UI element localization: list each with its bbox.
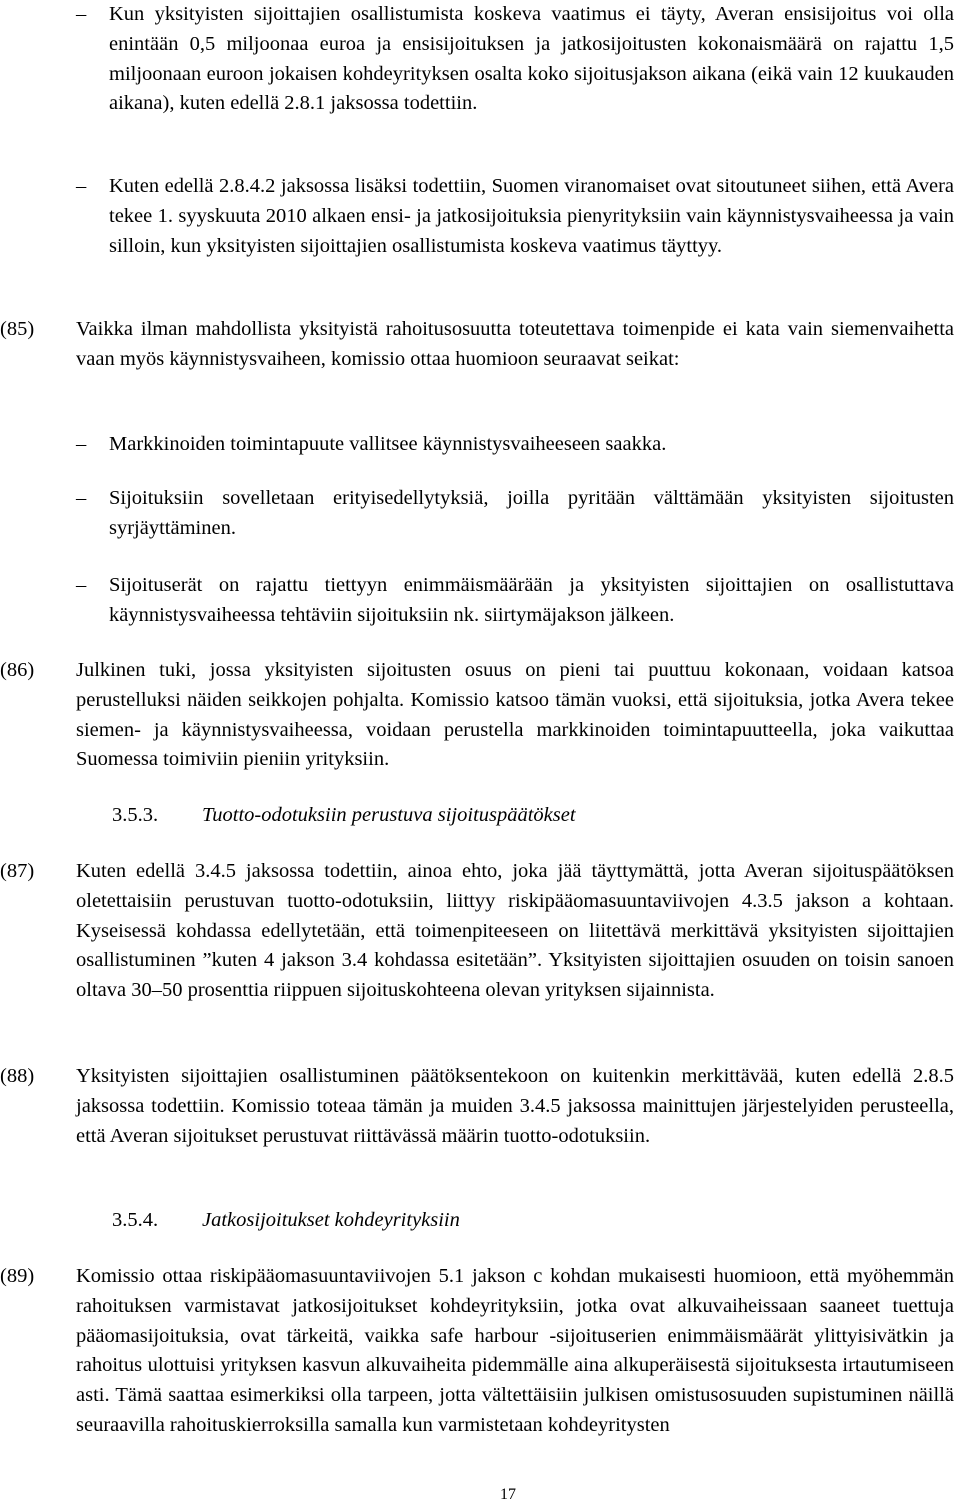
list-item-text: Markkinoiden toimintapuute vallitsee käynnistysvaiheeseen saakka.	[109, 433, 667, 455]
list-item	[76, 430, 954, 460]
list-item	[76, 571, 954, 631]
paragraph-number: (88)	[0, 1065, 35, 1087]
section-title: Tuotto-odotuksiin perustuva sijoituspäätökset	[202, 804, 576, 826]
paragraph-text: Julkinen tuki, jossa yksityisten sijoitusten osuus on pieni tai puuttuu kokonaan, voidaan katsoa perustelluksi näiden seikkojen pohjalta. Komissio katsoo tämän vuoksi, että sijoituksia, jotka Avera tekee siemen- ja käynnistysvaiheessa, voidaan perustella markkinoiden toimintapuutteella, joka vaikuttaa Suomessa toimiviin pieniin yrityksiin.	[76, 659, 954, 771]
section-number: 3.5.3.	[112, 804, 159, 826]
dash-bullet: –	[76, 487, 87, 509]
dash-bullet: –	[76, 433, 87, 455]
page-number: 17	[500, 1486, 516, 1503]
paragraph-text: Kuten edellä 3.4.5 jaksossa todettiin, ainoa ehto, joka jää täyttymättä, jotta Averan sijoituspäätöksen oletettaisiin perustuvan tuotto-odotuksiin, liittyy riskipääomasuuntaviivojen 4.3.5 jakson a kohtaan. Kyseisessä kohdassa edellytetään, että toimenpiteeseen on liitettävä merkittävä yksityisten sijoittajien osallistuminen ”kuten 4 jakson 3.4 kohdassa esitetään”. Yksityisten sijoittajien osuuden on toisin sanoen oltava 30–50 prosenttia riippuen sijoituskohteena olevan yrityksen sijainnista.	[76, 860, 954, 1002]
paragraph-number: (89)	[0, 1265, 35, 1287]
dash-bullet: –	[76, 3, 87, 25]
paragraph-88	[0, 1062, 954, 1151]
paragraph-85	[0, 315, 954, 375]
list-item-text: Sijoituksiin sovelletaan erityisedellytyksiä, joilla pyritään välttämään yksityisten sijoitusten syrjäyttäminen.	[109, 487, 954, 539]
list-item-text: Kuten edellä 2.8.4.2 jaksossa lisäksi todettiin, Suomen viranomaiset ovat sitoutuneet siihen, että Avera tekee 1. syyskuuta 2010 alkaen ensi- ja jatkosijoituksia pienyrityksiin vain käynnistysvaiheessa ja vain silloin, kun yksityisten sijoittajien osallistumista koskeva vaatimus täyttyy.	[109, 175, 954, 257]
paragraph-text: Komissio ottaa riskipääomasuuntaviivojen 5.1 jakson c kohdan mukaisesti huomioon, että myöhemmän rahoituksen varmistavat jatkosijoitukset kohdeyrityksiin, jotka ovat alkuvaiheissaan saaneet tuettuja pääomasijoituksia, ovat tärkeitä, vaikka safe harbour -sijoituserien enimmäismäärät ylittyisivätkin ja rahoitus ulottuisi yrityksen kasvun alkuvaiheita pidemmälle aina alkuperäisestä sijoituksesta irtautumiseen asti. Tämä saattaa esimerkiksi olla tarpeen, jotta vältettäisiin julkisen omistusosuuden supistuminen näillä seuraavilla rahoituskierroksilla samalla kun varmistetaan kohdeyritysten	[76, 1265, 954, 1436]
dash-bullet: –	[76, 175, 87, 197]
section-number: 3.5.4.	[112, 1209, 159, 1231]
paragraph-87	[0, 857, 954, 1006]
list-item	[76, 0, 954, 119]
list-item-text: Kun yksityisten sijoittajien osallistumista koskeva vaatimus ei täyty, Averan ensisijoitus voi olla enintään 0,5 miljoonaa euroa ja ensisijoituksen ja jatkosijoitusten kokonaismäärä on rajattu 1,5 miljoonaan euroon jokaisen kohdeyrityksen osalta koko sijoitusjakson aikana (eikä vain 12 kuukauden aikana), kuten edellä 2.8.1 jaksossa todettiin.	[109, 3, 954, 115]
paragraph-number: (87)	[0, 860, 35, 882]
paragraph-text: Yksityisten sijoittajien osallistuminen päätöksentekoon on kuitenkin merkittävää, kuten edellä 2.8.5 jaksossa todettiin. Komissio toteaa tämän ja muiden 3.4.5 jaksossa mainittujen järjestelyiden perusteella, että Averan sijoitukset perustuvat riittävässä määrin tuotto-odotuksiin.	[76, 1065, 954, 1147]
list-item-text: Sijoituserät on rajattu tiettyyn enimmäismäärään ja yksityisten sijoittajien on osallistuttava käynnistysvaiheessa tehtäviin sijoituksiin nk. siirtymäjakson jälkeen.	[109, 574, 954, 626]
list-item	[76, 172, 954, 261]
paragraph-number: (86)	[0, 659, 35, 681]
list-item	[76, 484, 954, 544]
dash-bullet: –	[76, 574, 87, 596]
paragraph-86	[0, 656, 954, 775]
section-heading-3-5-3	[112, 801, 576, 831]
section-title: Jatkosijoitukset kohdeyrityksiin	[202, 1209, 460, 1231]
section-heading-3-5-4	[112, 1206, 460, 1236]
paragraph-text: Vaikka ilman mahdollista yksityistä rahoitusosuutta toteutettava toimenpide ei kata vain siemenvaihetta vaan myös käynnistysvaiheen, komissio ottaa huomioon seuraavat seikat:	[76, 318, 954, 370]
paragraph-89	[0, 1262, 954, 1441]
paragraph-number: (85)	[0, 318, 35, 340]
